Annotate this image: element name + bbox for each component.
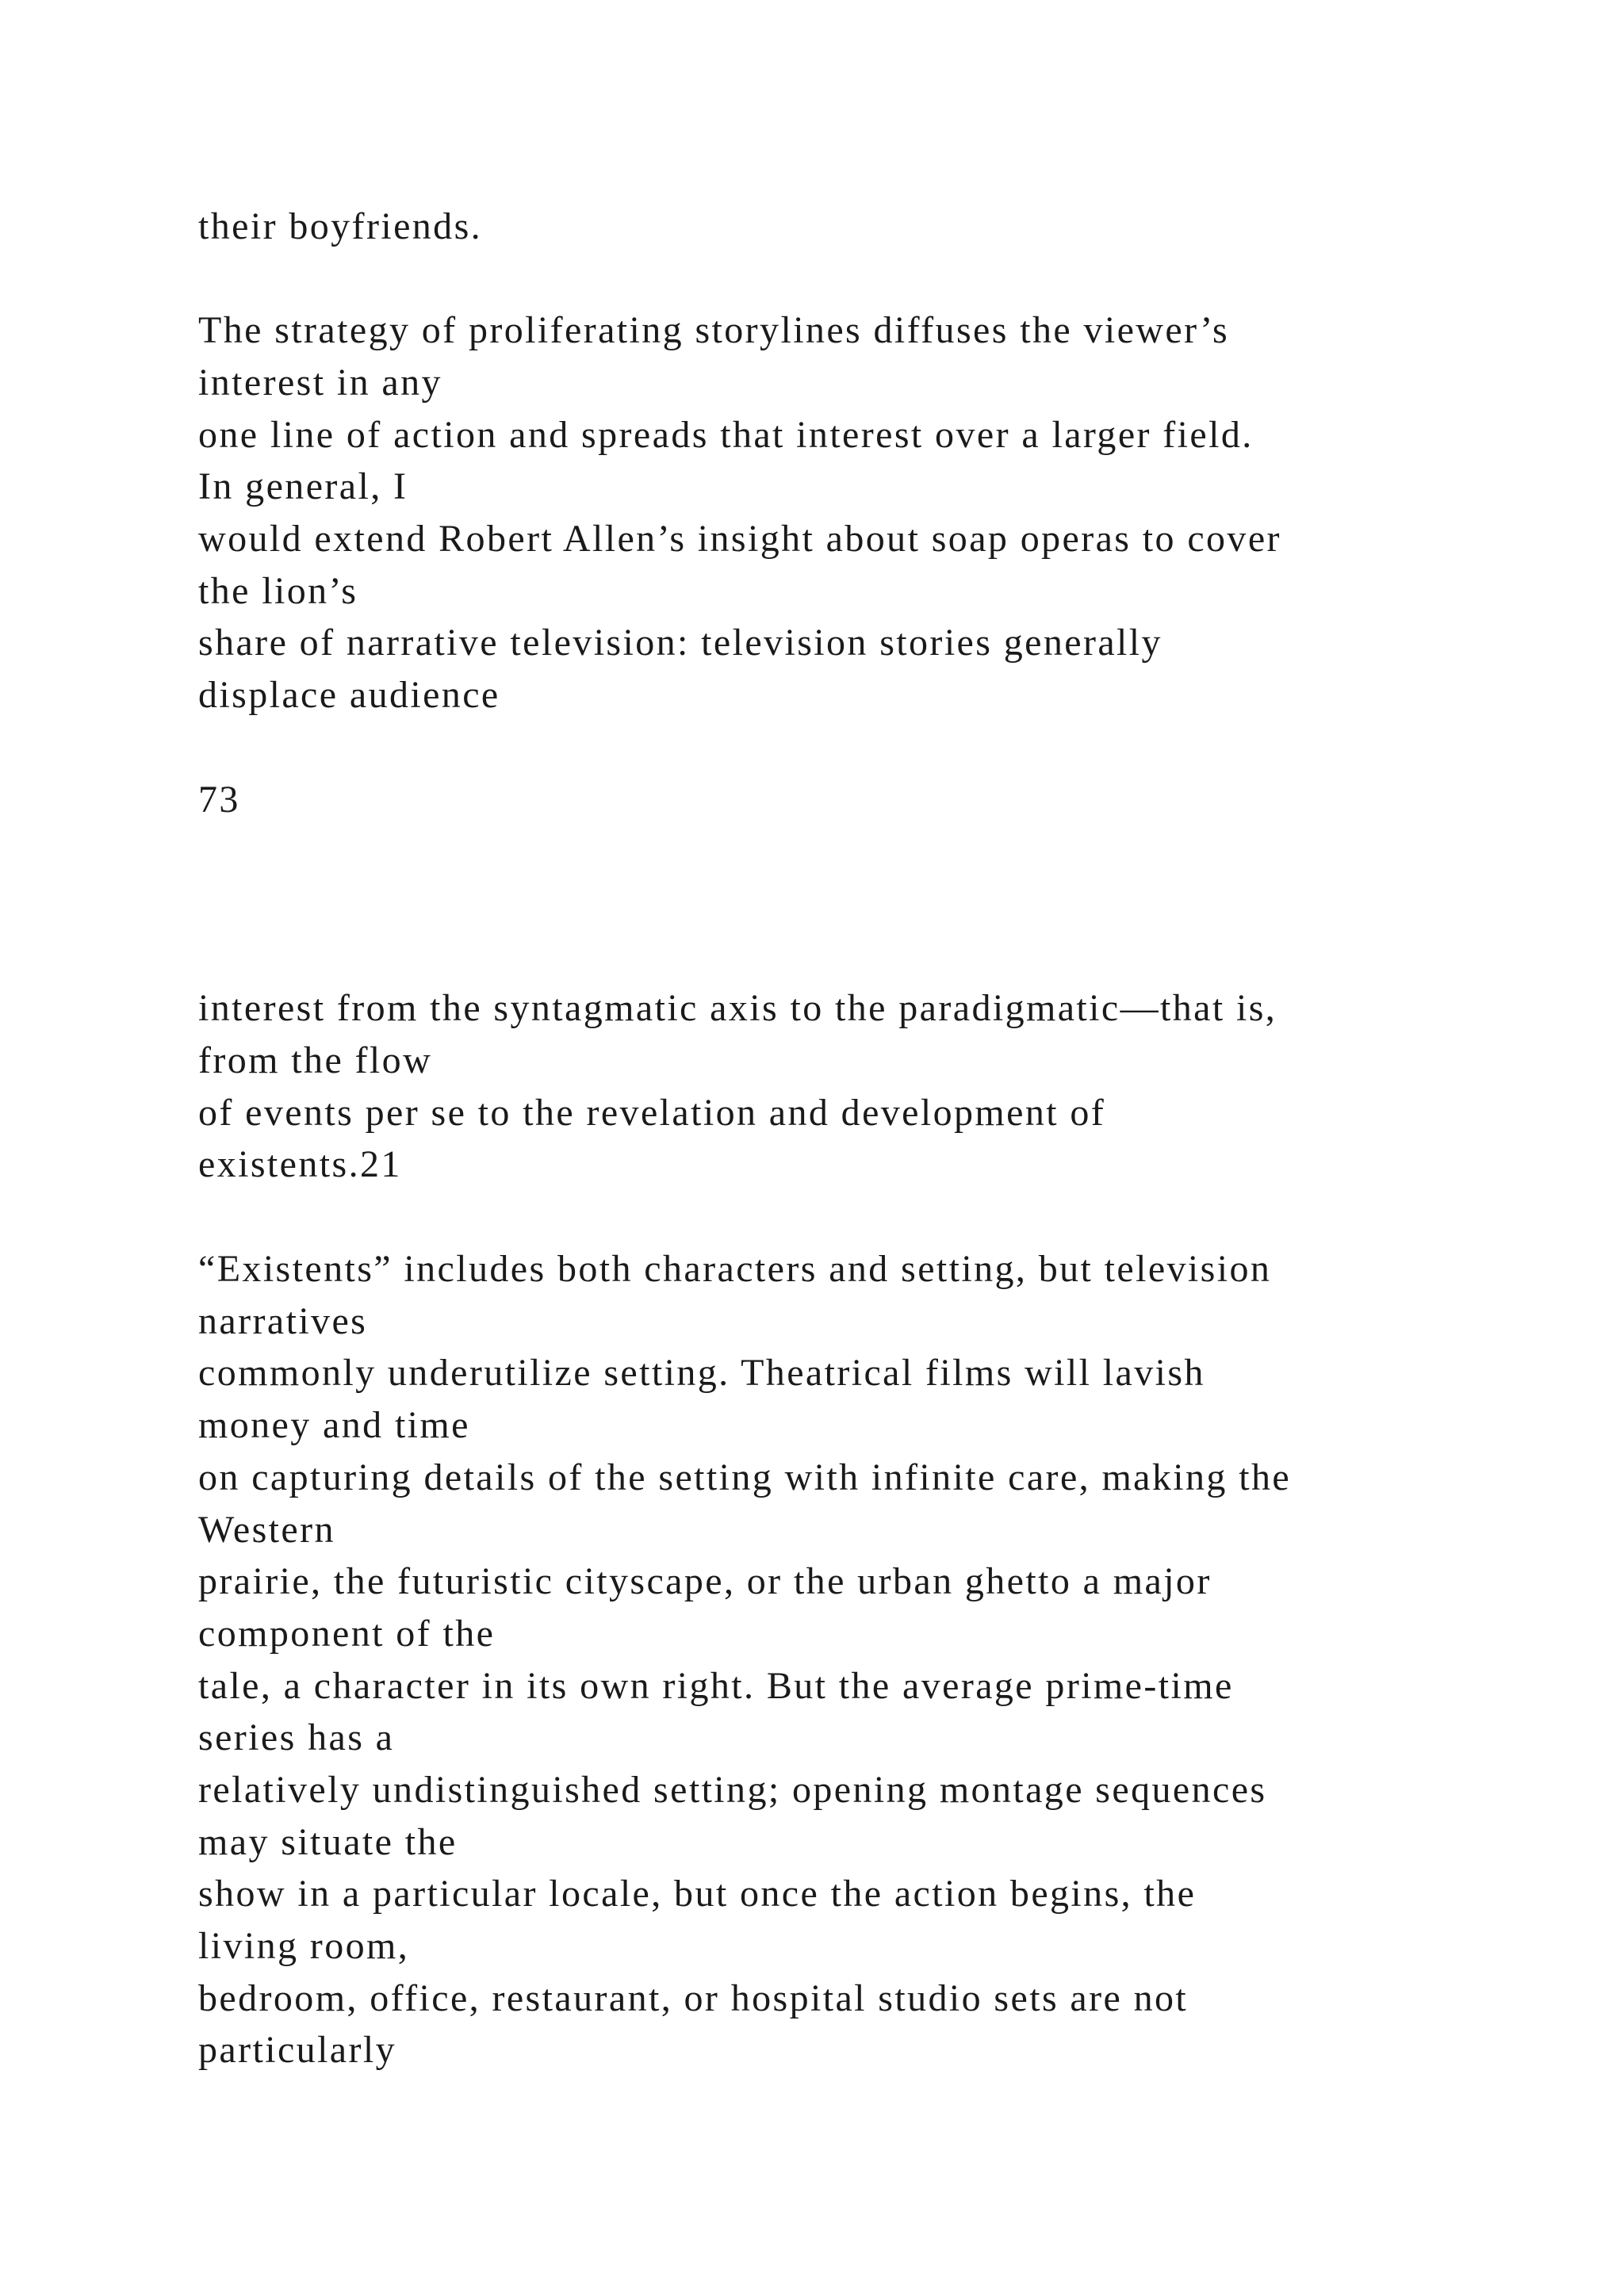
text-line: money and time (198, 1404, 470, 1446)
text-line: interest from the syntagmatic axis to the paradigmatic—that is, (198, 987, 1277, 1029)
text-line: one line of action and spreads that interest over a larger field. (198, 414, 1254, 456)
text-line: their boyfriends. (198, 205, 483, 247)
text-line: “Existents” includes both characters and setting, but television (198, 1248, 1272, 1290)
text-line: living room, (198, 1925, 410, 1967)
text-line: share of narrative television: television stories generally (198, 622, 1162, 664)
text-line: of events per se to the revelation and development of (198, 1092, 1106, 1134)
text-line: existents.21 (198, 1143, 402, 1185)
text-line: prairie, the futuristic cityscape, or the urban ghetto a major (198, 1560, 1212, 1602)
text-line: series has a (198, 1716, 395, 1758)
text-line: from the flow (198, 1039, 433, 1081)
text-line: interest in any (198, 362, 442, 404)
text-line: narratives (198, 1300, 368, 1342)
text-line: bedroom, office, restaurant, or hospital studio sets are not (198, 1977, 1189, 2019)
text-line: on capturing details of the setting with infinite care, making the (198, 1456, 1292, 1498)
text-line: In general, I (198, 465, 408, 507)
text-line: commonly underutilize setting. Theatrical films will lavish (198, 1352, 1205, 1394)
page-number: 73 (198, 779, 240, 821)
text-line: relatively undistinguished setting; opening montage sequences (198, 1769, 1267, 1811)
text-line: displace audience (198, 674, 500, 716)
text-line: particularly (198, 2029, 397, 2071)
text-line: tale, a character in its own right. But the average prime-time (198, 1665, 1234, 1707)
text-line: Western (198, 1509, 335, 1551)
text-line: component of the (198, 1613, 496, 1655)
text-line: would extend Robert Allen’s insight about soap operas to cover (198, 518, 1281, 560)
text-line: The strategy of proliferating storylines diffuses the viewer’s (198, 309, 1230, 351)
text-line: the lion’s (198, 570, 358, 612)
text-line: show in a particular locale, but once the action begins, the (198, 1873, 1197, 1915)
text-line: may situate the (198, 1821, 458, 1863)
